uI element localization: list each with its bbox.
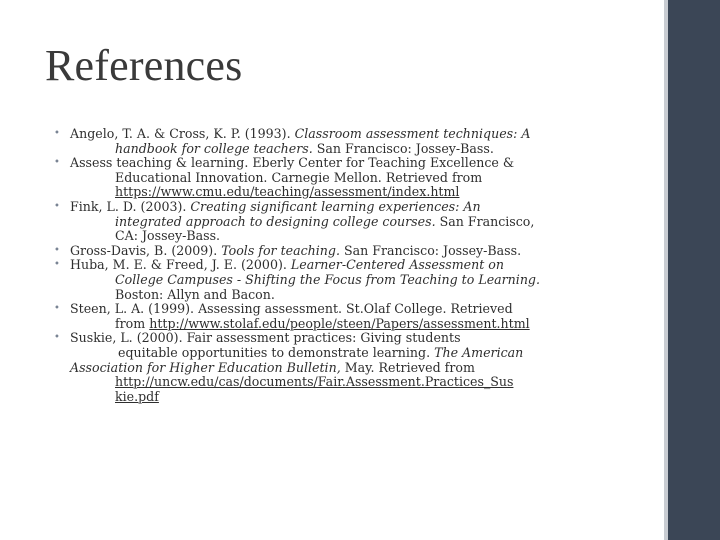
bullet-icon: • <box>54 244 60 256</box>
reference-item <box>54 156 654 200</box>
reference-title: integrated approach to designing college courses. <box>115 213 436 229</box>
reference-title: Learner-Centered Assessment on <box>290 257 504 273</box>
reference-text: CA: Jossey-Bass. <box>115 228 221 244</box>
reference-text: Educational Innovation. Carnegie Mellon. Retrieved from <box>115 169 483 185</box>
bullet-icon: • <box>54 259 60 271</box>
reference-text: San Francisco: Jossey-Bass. <box>339 242 522 258</box>
reference-text: Boston: Allyn and Bacon. <box>115 286 275 302</box>
reference-text: from <box>115 315 150 331</box>
reference-item <box>54 127 654 156</box>
bullet-icon: • <box>54 200 60 212</box>
reference-link[interactable]: https://www.cmu.edu/teaching/assessment/index.html <box>115 184 460 200</box>
reference-text: Suskie, L. (2000). Fair assessment practices: Giving students <box>70 330 461 346</box>
reference-link[interactable]: http://uncw.edu/cas/documents/Fair.Assessment.Practices_Sus <box>115 374 514 390</box>
reference-item <box>54 244 654 259</box>
reference-title: handbook for college teachers. <box>115 140 313 156</box>
reference-text: San Francisco, <box>435 213 535 229</box>
reference-item <box>54 302 654 331</box>
reference-text: May. Retrieved from <box>340 359 475 375</box>
reference-text: Fink, L. D. (2003). <box>70 198 191 214</box>
page-title: References <box>45 41 243 90</box>
reference-text: equitable opportunities to demonstrate learning. <box>118 344 435 360</box>
bullet-icon: • <box>54 332 60 344</box>
reference-title: College Campuses - Shifting the Focus from Teaching to Learning. <box>115 271 540 287</box>
reference-link[interactable]: http://www.stolaf.edu/people/steen/Papers/assessment.html <box>149 315 530 331</box>
reference-title: Creating significant learning experiences: An <box>190 198 481 214</box>
reference-title: The American <box>434 344 524 360</box>
bullet-icon: • <box>54 128 60 139</box>
reference-item <box>54 331 654 404</box>
bullet-icon: • <box>54 157 60 169</box>
reference-text: Angelo, T. A. & Cross, K. P. (1993). <box>70 126 295 141</box>
side-accent-bar <box>668 0 720 540</box>
reference-item <box>54 258 654 302</box>
reference-title: Tools for teaching. <box>221 242 340 258</box>
reference-text: Steen, L. A. (1999). Assessing assessment. St.Olaf College. Retrieved <box>70 301 513 317</box>
reference-title: Association for Higher Education Bulletin, <box>70 359 341 375</box>
reference-text: Huba, M. E. & Freed, J. E. (2000). <box>70 257 291 273</box>
bullet-icon: • <box>54 303 60 315</box>
reference-text: Gross-Davis, B. (2009). <box>70 242 222 258</box>
reference-text: San Francisco: Jossey-Bass. <box>312 140 494 156</box>
reference-list <box>54 127 654 404</box>
reference-text: Assess teaching & learning. Eberly Center for Teaching Excellence & <box>70 155 515 171</box>
reference-item <box>54 200 654 244</box>
reference-link-continued[interactable]: kie.pdf <box>115 388 159 404</box>
reference-title: Classroom assessment techniques: A <box>294 126 531 141</box>
